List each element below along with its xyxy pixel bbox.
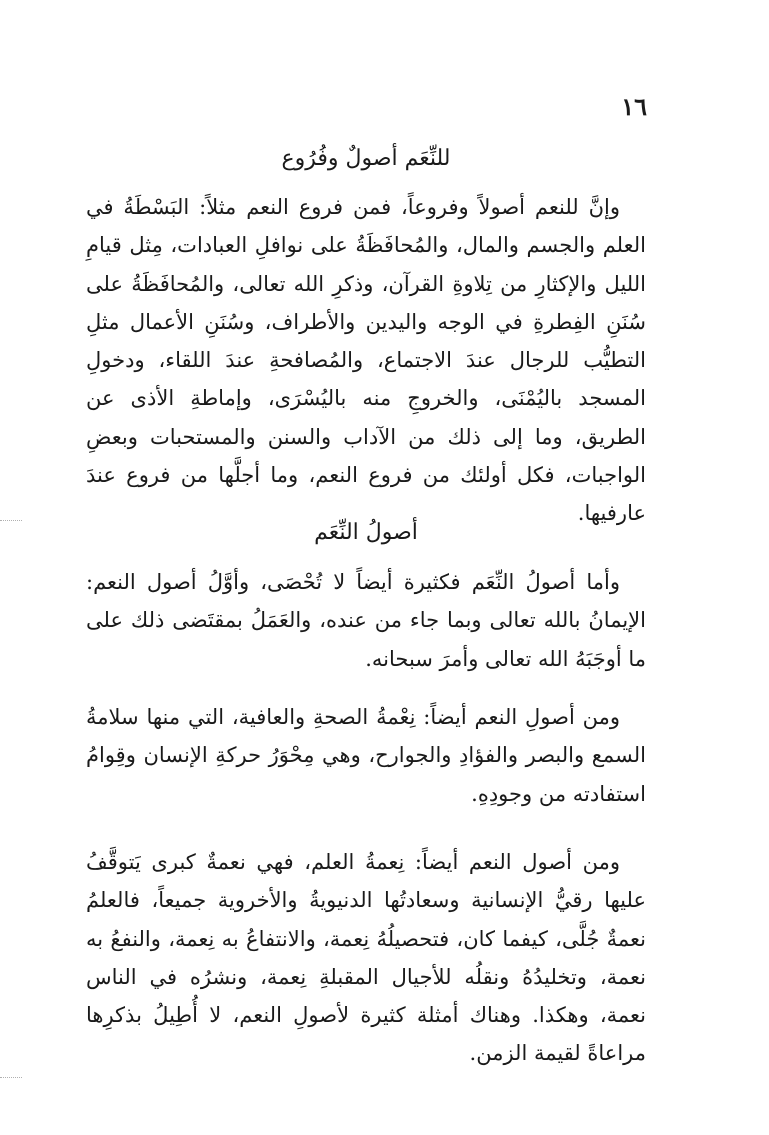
margin-mark <box>0 520 22 521</box>
margin-mark <box>0 1077 22 1078</box>
section-body-roots-2 <box>86 698 646 813</box>
paragraph: ومن أصولِ النعم أيضاً: نِعْمةُ الصحةِ والعافية، التي منها سلامةُ السمع والبصر والفؤادِ والجوارح، وهي مِحْوَرُ حركةِ الإنسان وقِوامُ استفادته من وجودِهِ. <box>86 705 646 806</box>
page-number: ١٦ <box>621 92 647 121</box>
paragraph: وأما أصولُ النِّعَم فكثيرة أيضاً لا تُحْصَى، وأوَّلُ أصول النعم: الإيمانُ بالله تعالى وبما جاء من عنده، والعَمَلُ بمقتَضى ذلك على ما أوجَبَهُ الله تعالى وأمرَ سبحانه. <box>86 570 646 671</box>
section-body-roots-3 <box>86 843 646 1073</box>
paragraph: وإنَّ للنعم أصولاً وفروعاً، فمن فروع النعم مثلاً: البَسْطَةُ في العلم والجسم والمال، والمُحافَظَةُ على نوافلِ العبادات، مِثل قيامِ الليل والإكثارِ من تِلاوةِ القرآن، وذكرِ الله تعالى، والمُحافَظَةُ على سُنَنِ الفِطرةِ في الوجه واليدين والأطراف، وسُنَنِ الأعمال مثلِ التطيُّب للرجال عندَ الاجتماع، والمُصافحةِ عندَ اللقاء، ودخولِ المسجد باليُمْنَى، والخروجِ منه باليُسْرَى، وإماطةِ الأذى عن الطريق، وما إلى ذلك من الآداب والسنن والمستحبات وبعضِ الواجبات، فكل أولئك من فروع النعم، وما أجلَّها من فروع عندَ عارفيها. <box>86 195 646 526</box>
paragraph: ومن أصول النعم أيضاً: نِعمةُ العلم، فهي نعمةٌ كبرى يَتوقَّفُ عليها رقيُّ الإنسانية وسعادتُها الدنيويةُ والأخروية جميعاً، فالعلمُ نعمةٌ جُلَّى، كيفما كان، فتحصيلُهُ نِعمة، والانتفاعُ به نِعمة، والنفعُ به نعمة، وتخليدُهُ ونقلُه للأجيال المقبلةِ نِعمة، ونشرُه في الناس نعمة، وهكذا. وهناك أمثلة كثيرة لأصولِ النعم، لا أُطِيلُ بذكرِها مراعاةً لقيمة الزمن. <box>86 850 646 1066</box>
section-body-branches <box>86 188 646 533</box>
section-heading-branches: للنِّعَم أصولٌ وفُرُوع <box>281 146 451 171</box>
section-heading-roots: أصولُ النِّعَم <box>314 520 418 545</box>
section-body-roots-1 <box>86 563 646 678</box>
